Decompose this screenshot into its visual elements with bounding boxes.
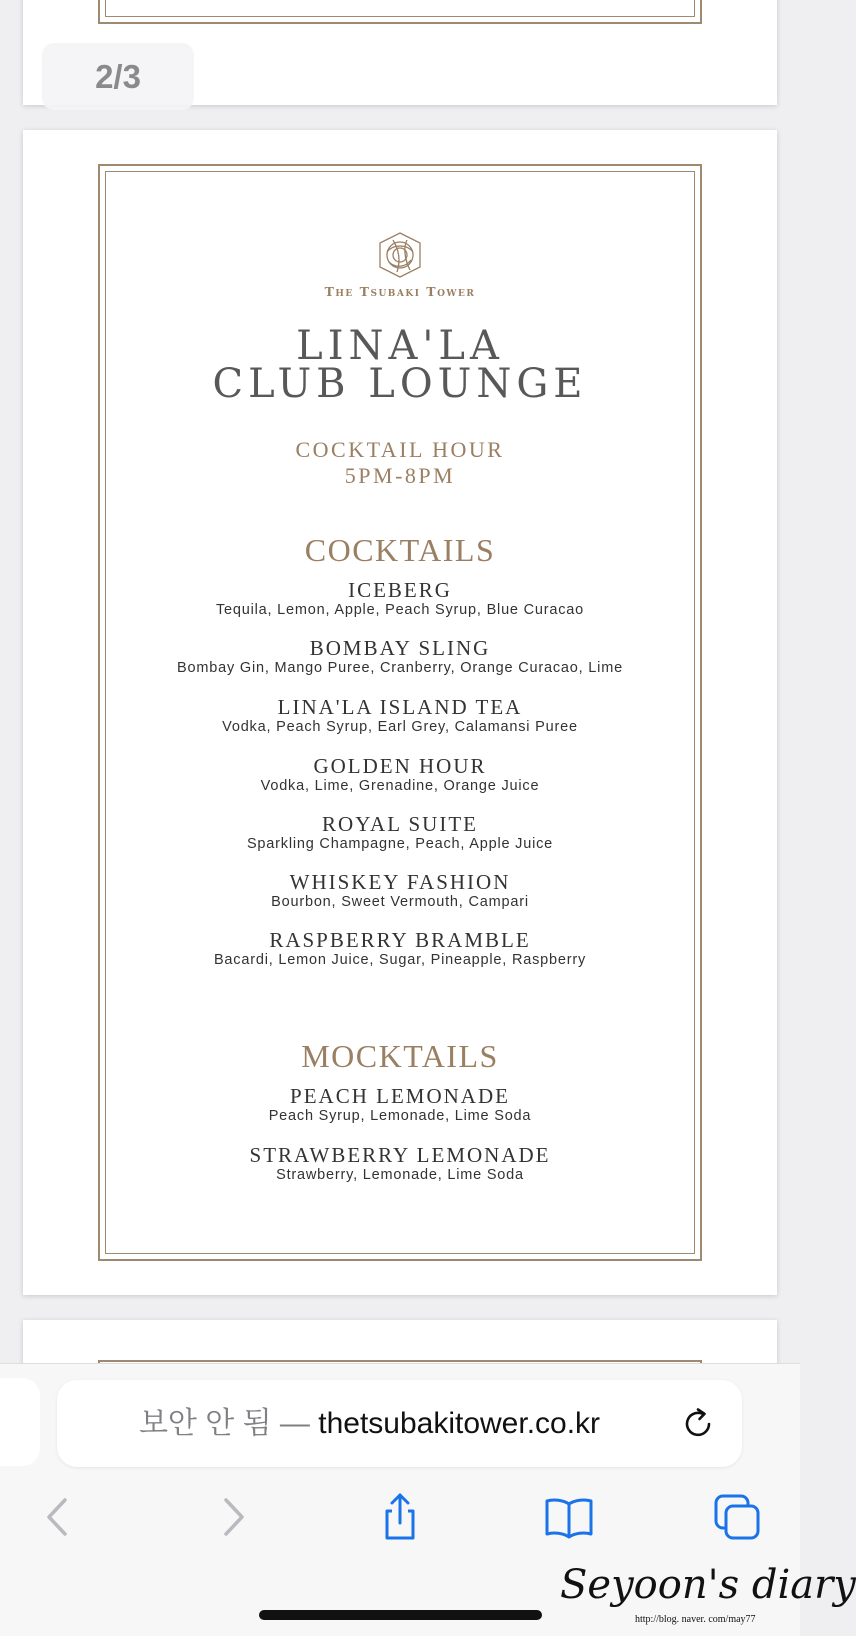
page-indicator: 2/3 xyxy=(42,43,194,110)
tsubaki-logo-icon xyxy=(375,230,425,280)
item-ingredients: Bacardi, Lemon Juice, Sugar, Pineapple, Raspberry xyxy=(213,952,587,968)
menu-item xyxy=(100,636,700,677)
mocktails-heading: MOCKTAILS xyxy=(301,1038,499,1074)
item-ingredients: Vodka, Peach Syrup, Earl Grey, Calamansi Puree xyxy=(222,719,578,735)
menu-item xyxy=(100,1143,700,1184)
home-indicator xyxy=(259,1610,542,1620)
item-name: STRAWBERRY LEMONADE xyxy=(249,1143,551,1167)
lounge-title-line2: CLUB LOUNGE xyxy=(212,361,588,407)
item-ingredients: Vodka, Lime, Grenadine, Orange Juice xyxy=(260,778,540,794)
blog-watermark: Seyoon's diary xyxy=(560,1562,856,1608)
item-ingredients: Strawberry, Lemonade, Lime Soda xyxy=(276,1167,524,1183)
blog-watermark-url: http://blog. naver. com/may77 xyxy=(635,1614,756,1625)
reload-icon[interactable] xyxy=(680,1406,716,1442)
item-name: PEACH LEMONADE xyxy=(290,1084,510,1108)
item-ingredients: Sparkling Champagne, Peach, Apple Juice xyxy=(246,836,554,852)
address-bar[interactable] xyxy=(57,1380,742,1467)
tabs-icon[interactable] xyxy=(712,1492,762,1542)
url-text[interactable] xyxy=(57,1380,682,1467)
item-name: BOMBAY SLING xyxy=(309,636,491,660)
menu-item xyxy=(100,928,700,969)
cocktail-hour-time: 5PM-8PM xyxy=(344,463,456,488)
item-name: GOLDEN HOUR xyxy=(313,754,487,778)
bookmarks-icon[interactable] xyxy=(544,1492,594,1542)
item-name: RASPBERRY BRAMBLE xyxy=(269,928,531,952)
menu-border xyxy=(98,164,702,1261)
item-name: ROYAL SUITE xyxy=(322,812,478,836)
item-ingredients: Peach Syrup, Lemonade, Lime Soda xyxy=(268,1108,532,1124)
item-name: LINA'LA ISLAND TEA xyxy=(277,695,523,719)
menu-item xyxy=(100,870,700,911)
page-border xyxy=(98,0,702,24)
forward-icon[interactable] xyxy=(207,1492,257,1542)
menu-item xyxy=(100,695,700,736)
item-ingredients: Tequila, Lemon, Apple, Peach Syrup, Blue Curacao xyxy=(215,602,585,618)
share-icon[interactable] xyxy=(375,1492,425,1542)
back-icon[interactable] xyxy=(34,1492,84,1542)
item-ingredients: Bombay Gin, Mango Puree, Cranberry, Orange Curacao, Lime xyxy=(177,660,623,676)
pdf-page-current xyxy=(23,130,777,1295)
security-warning: 보안 안 됨 — xyxy=(138,1407,310,1440)
hotel-brand: The Tsubaki Tower xyxy=(324,284,476,299)
cocktails-heading: COCKTAILS xyxy=(304,532,496,568)
item-name: ICEBERG xyxy=(348,578,452,602)
previous-tab-pill[interactable] xyxy=(0,1378,40,1466)
menu-item xyxy=(100,1084,700,1125)
cocktail-hour-label: COCKTAIL HOUR xyxy=(295,437,505,462)
item-ingredients: Bourbon, Sweet Vermouth, Campari xyxy=(271,894,529,910)
item-name: WHISKEY FASHION xyxy=(289,870,511,894)
url-host: thetsubakitower.co.kr xyxy=(318,1407,601,1440)
menu-item xyxy=(100,754,700,795)
menu-item xyxy=(100,578,700,619)
lounge-title-line1: LINA'LA xyxy=(296,323,504,369)
menu-item xyxy=(100,812,700,853)
